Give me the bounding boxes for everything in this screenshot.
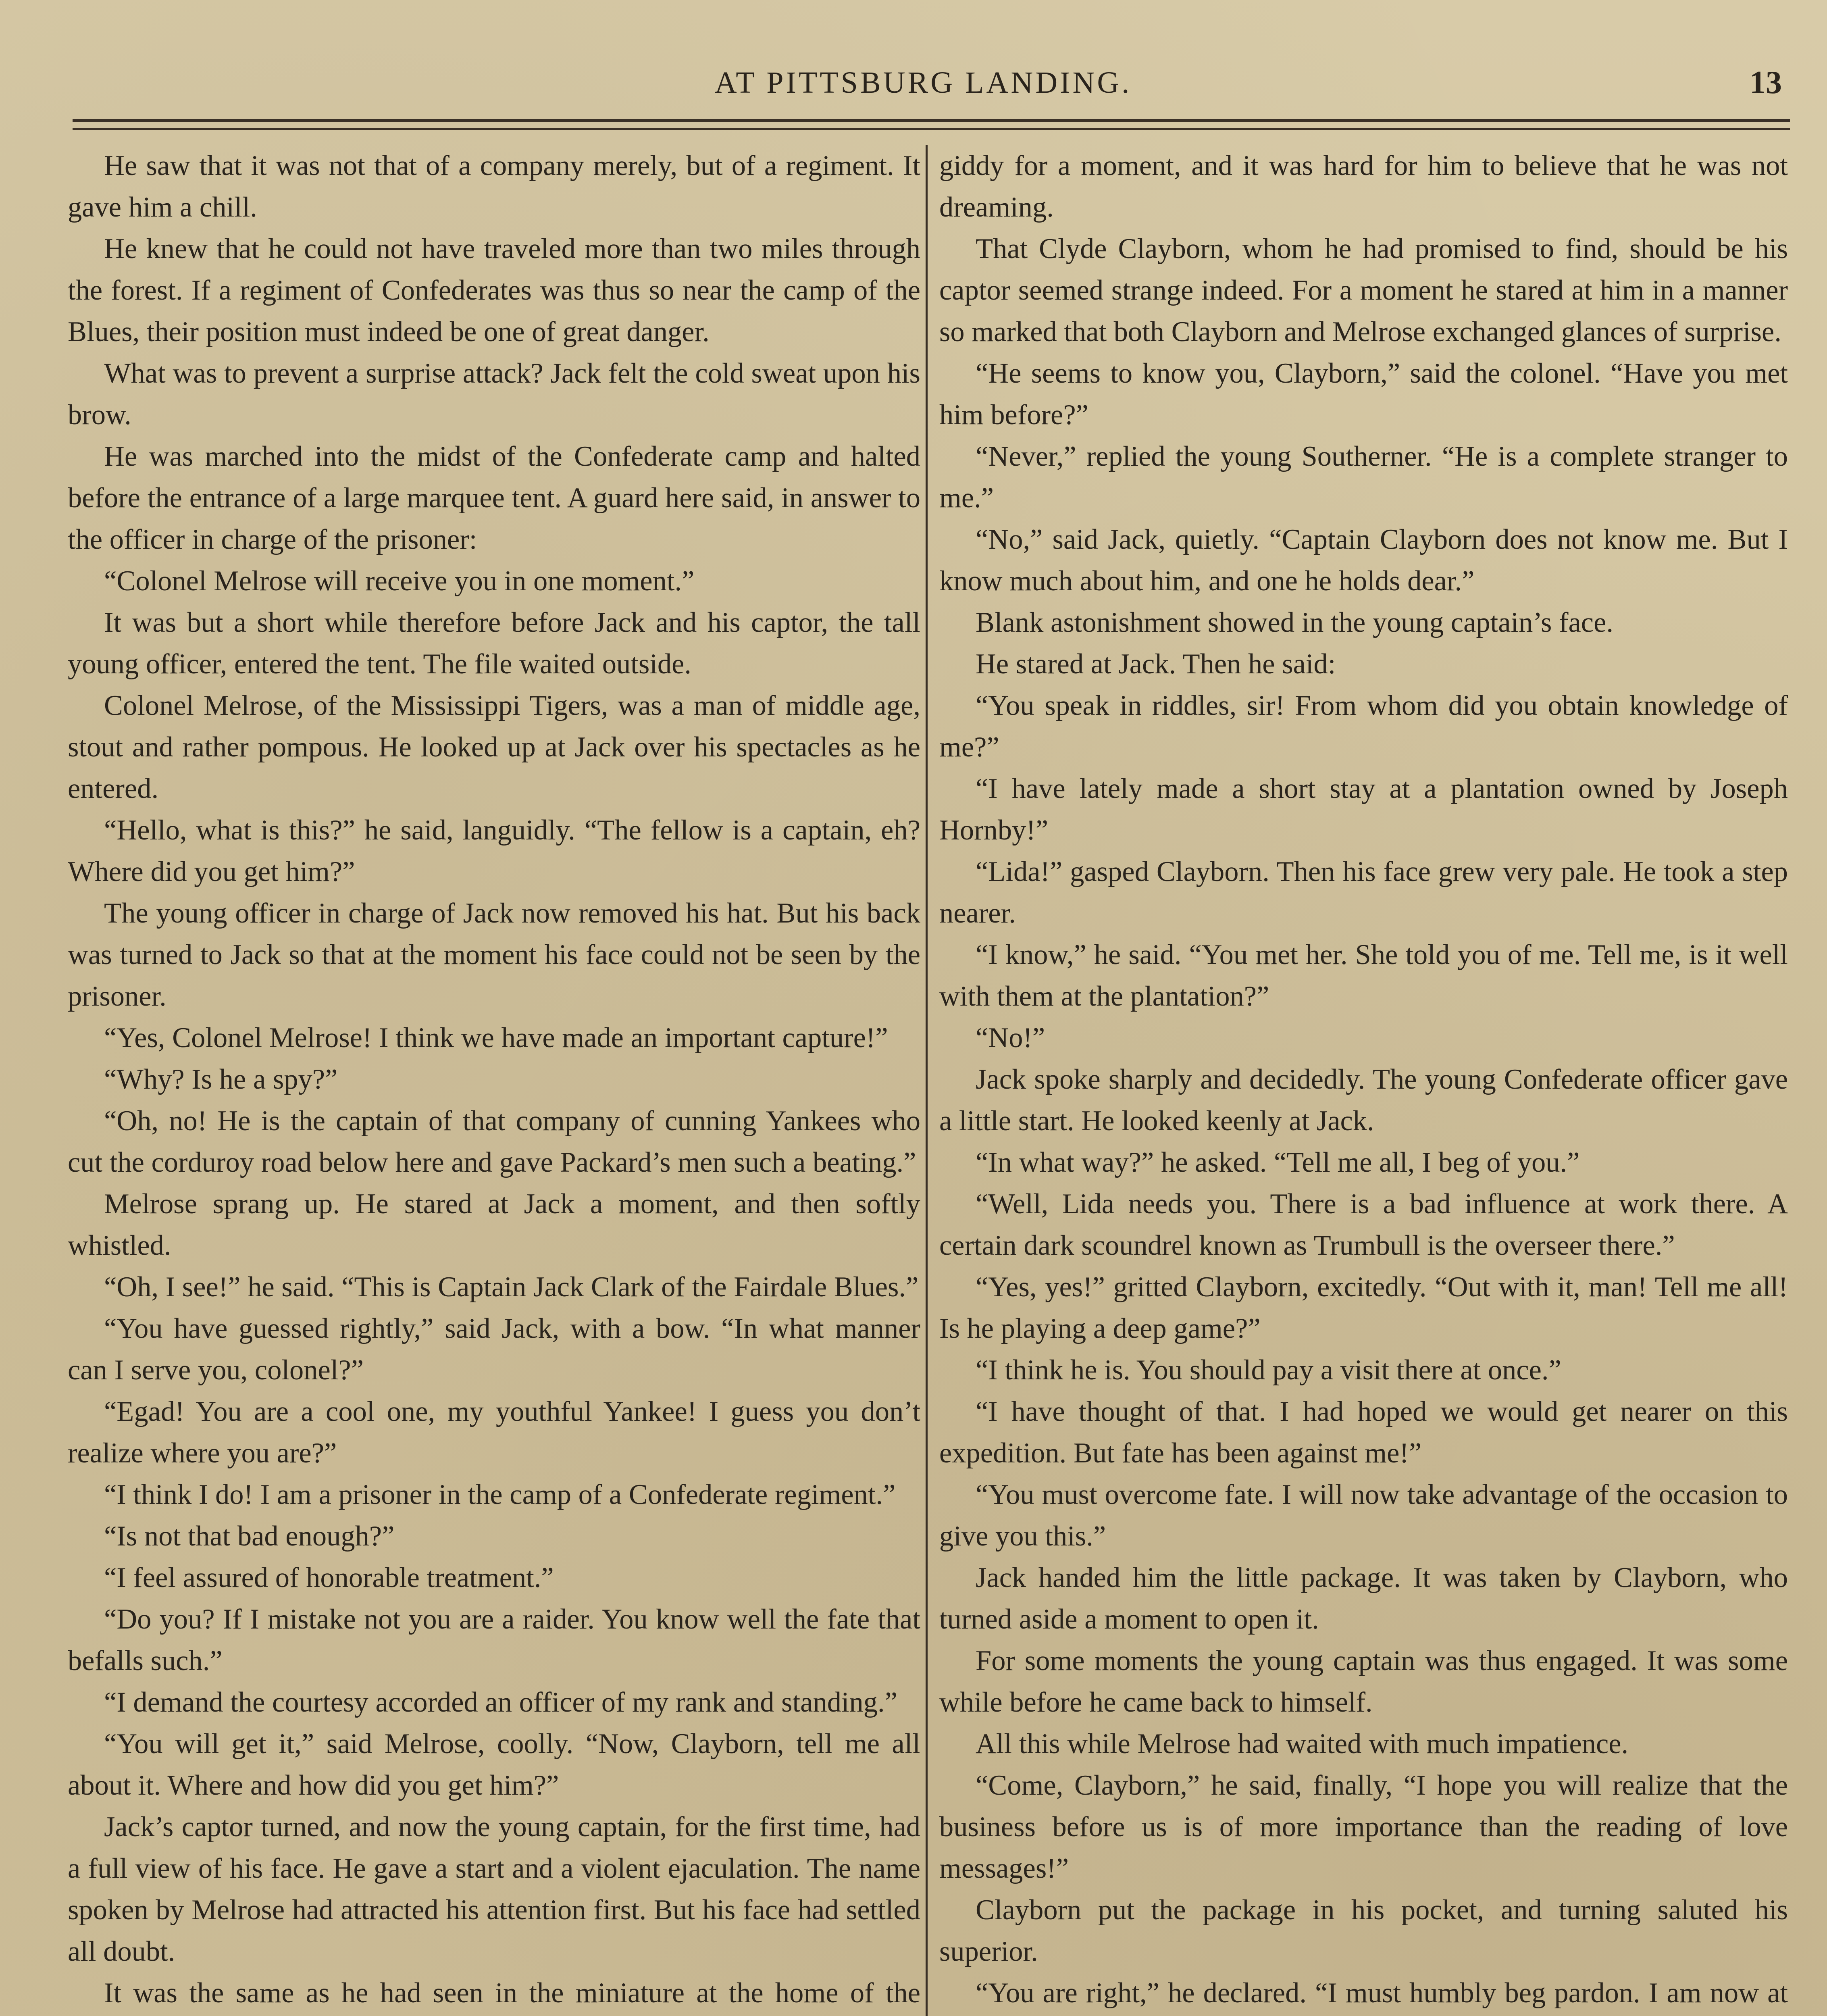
paragraph: “Come, Clayborn,” he said, finally, “I hope you will realize that the business before us is of more importance than the reading of love messages!” — [939, 1770, 1788, 1884]
paragraph: “Why? Is he a spy?” — [104, 1064, 338, 1095]
paragraph: “I feel assured of honorable treatment.” — [104, 1562, 554, 1593]
paragraph: “You must overcome fate. I will now take advantage of the occasion to give you this.” — [939, 1479, 1788, 1552]
paragraph: “No!” — [976, 1022, 1045, 1054]
left-text-column — [68, 145, 920, 2016]
paragraph: “In what way?” he asked. “Tell me all, I beg of you.” — [976, 1147, 1580, 1178]
paragraph: “Egad! You are a cool one, my youthful Yankee! I guess you don’t realize where you are?” — [68, 1396, 920, 1469]
paragraph: Clayborn put the package in his pocket, and turning saluted his superior. — [939, 1894, 1788, 1967]
header-rule-thick — [73, 119, 1790, 122]
paragraph: “I demand the courtesy accorded an officer of my rank and standing.” — [104, 1687, 897, 1718]
paragraph: Blank astonishment showed in the young captain’s face. — [976, 607, 1613, 638]
page-number: 13 — [1750, 65, 1782, 100]
paragraph: “Lida!” gasped Clayborn. Then his face grew very pale. He took a step nearer. — [939, 856, 1788, 929]
paragraph: It was the same as he had seen in the miniature at the home of the — [104, 1977, 920, 2009]
paragraph: “I think he is. You should pay a visit there at once.” — [976, 1354, 1561, 1386]
paragraph: “Hello, what is this?” he said, languidly. “The fellow is a captain, eh? Where did you get him?” — [68, 814, 920, 887]
header-rule-thin — [73, 128, 1790, 130]
paragraph: He was marched into the midst of the Confederate camp and halted before the entrance of a large marquee tent. A guard here said, in answer to the officer in charge of the prisoner: — [68, 441, 920, 555]
paragraph: “He seems to know you, Clayborn,” said the colonel. “Have you met him before?” — [939, 358, 1788, 431]
paragraph: “Never,” replied the young Southerner. “He is a complete stranger to me.” — [939, 441, 1788, 514]
paragraph: The young officer in charge of Jack now removed his hat. But his back was turned to Jack so that at the moment his face could not be seen by the prisoner. — [68, 898, 920, 1012]
paragraph: “Oh, I see!” he said. “This is Captain Jack Clark of the Fairdale Blues.” — [104, 1271, 919, 1303]
paragraph: What was to prevent a surprise attack? Jack felt the cold sweat upon his brow. — [68, 358, 920, 431]
paragraph: “You have guessed rightly,” said Jack, with a bow. “In what manner can I serve you, colonel?” — [68, 1313, 920, 1386]
paragraph: “I think I do! I am a prisoner in the camp of a Confederate regiment.” — [104, 1479, 896, 1510]
paragraph: “I have lately made a short stay at a plantation owned by Joseph Hornby!” — [939, 773, 1788, 846]
paragraph: “You are right,” he declared. “I must humbly beg pardon. I am now at — [976, 1977, 1788, 2009]
column-divider — [926, 145, 928, 2016]
paragraph: Colonel Melrose, of the Mississippi Tigers, was a man of middle age, stout and rather pompous. He looked up at Jack over his spectacles as he entered. — [68, 690, 920, 804]
paragraph: For some moments the young captain was thus engaged. It was some while before he came back to himself. — [939, 1645, 1788, 1718]
right-text-column — [939, 145, 1788, 2016]
paragraph: “I know,” he said. “You met her. She told you of me. Tell me, is it well with them at the plantation?” — [939, 939, 1788, 1012]
paragraph: All this while Melrose had waited with much impatience. — [976, 1728, 1629, 1760]
paragraph: “You will get it,” said Melrose, coolly. “Now, Clayborn, tell me all about it. Where and how did you get him?” — [68, 1728, 920, 1801]
paragraph: He saw that it was not that of a company merely, but of a regiment. It gave him a chill. — [68, 150, 920, 223]
paragraph: “Colonel Melrose will receive you in one moment.” — [104, 565, 695, 597]
paragraph: “Yes, Colonel Melrose! I think we have made an important capture!” — [104, 1022, 888, 1054]
paragraph: He stared at Jack. Then he said: — [976, 648, 1336, 680]
paragraph: “Is not that bad enough?” — [104, 1520, 395, 1552]
paragraph: It was but a short while therefore before Jack and his captor, the tall young officer, entered the tent. The file waited outside. — [68, 607, 920, 680]
paragraph: Jack’s captor turned, and now the young captain, for the first time, had a full view of his face. He gave a start and a violent ejaculation. The name spoken by Melrose had attracted his attention first. But his face had settled all doubt. — [68, 1811, 920, 1967]
paragraph: “No,” said Jack, quietly. “Captain Clayborn does not know me. But I know much about him, and one he holds dear.” — [939, 524, 1788, 597]
running-title: AT PITTSBURG LANDING. — [714, 66, 1132, 100]
paragraph: Jack spoke sharply and decidedly. The young Confederate officer gave a little start. He looked keenly at Jack. — [939, 1064, 1788, 1137]
paragraph: “Yes, yes!” gritted Clayborn, excitedly. “Out with it, man! Tell me all! Is he playing a deep game?” — [939, 1271, 1788, 1344]
running-head — [65, 60, 1782, 105]
paragraph: That Clyde Clayborn, whom he had promised to find, should be his captor seemed strange indeed. For a moment he stared at him in a manner so marked that both Clayborn and Melrose exchanged glances of surprise. — [939, 233, 1788, 348]
paragraph: “I have thought of that. I had hoped we would get nearer on this expedition. But fate has been against me!” — [939, 1396, 1788, 1469]
paragraph: Melrose sprang up. He stared at Jack a moment, and then softly whistled. — [68, 1188, 920, 1261]
paragraph: “You speak in riddles, sir! From whom did you obtain knowledge of me?” — [939, 690, 1788, 763]
paragraph: Jack handed him the little package. It was taken by Clayborn, who turned aside a moment to open it. — [939, 1562, 1788, 1635]
paragraph: “Do you? If I mistake not you are a raider. You know well the fate that befalls such.” — [68, 1604, 920, 1677]
paragraph: “Well, Lida needs you. There is a bad influence at work there. A certain dark scoundrel known as Trumbull is the overseer there.” — [939, 1188, 1788, 1261]
paragraph: He knew that he could not have traveled more than two miles through the forest. If a regiment of Confederates was thus so near the camp of the Blues, their position must indeed be one of great danger. — [68, 233, 920, 348]
paragraph: giddy for a moment, and it was hard for him to believe that he was not dreaming. — [939, 150, 1788, 223]
paragraph: “Oh, no! He is the captain of that company of cunning Yankees who cut the corduroy road below here and gave Packard’s men such a beating.” — [68, 1105, 920, 1178]
